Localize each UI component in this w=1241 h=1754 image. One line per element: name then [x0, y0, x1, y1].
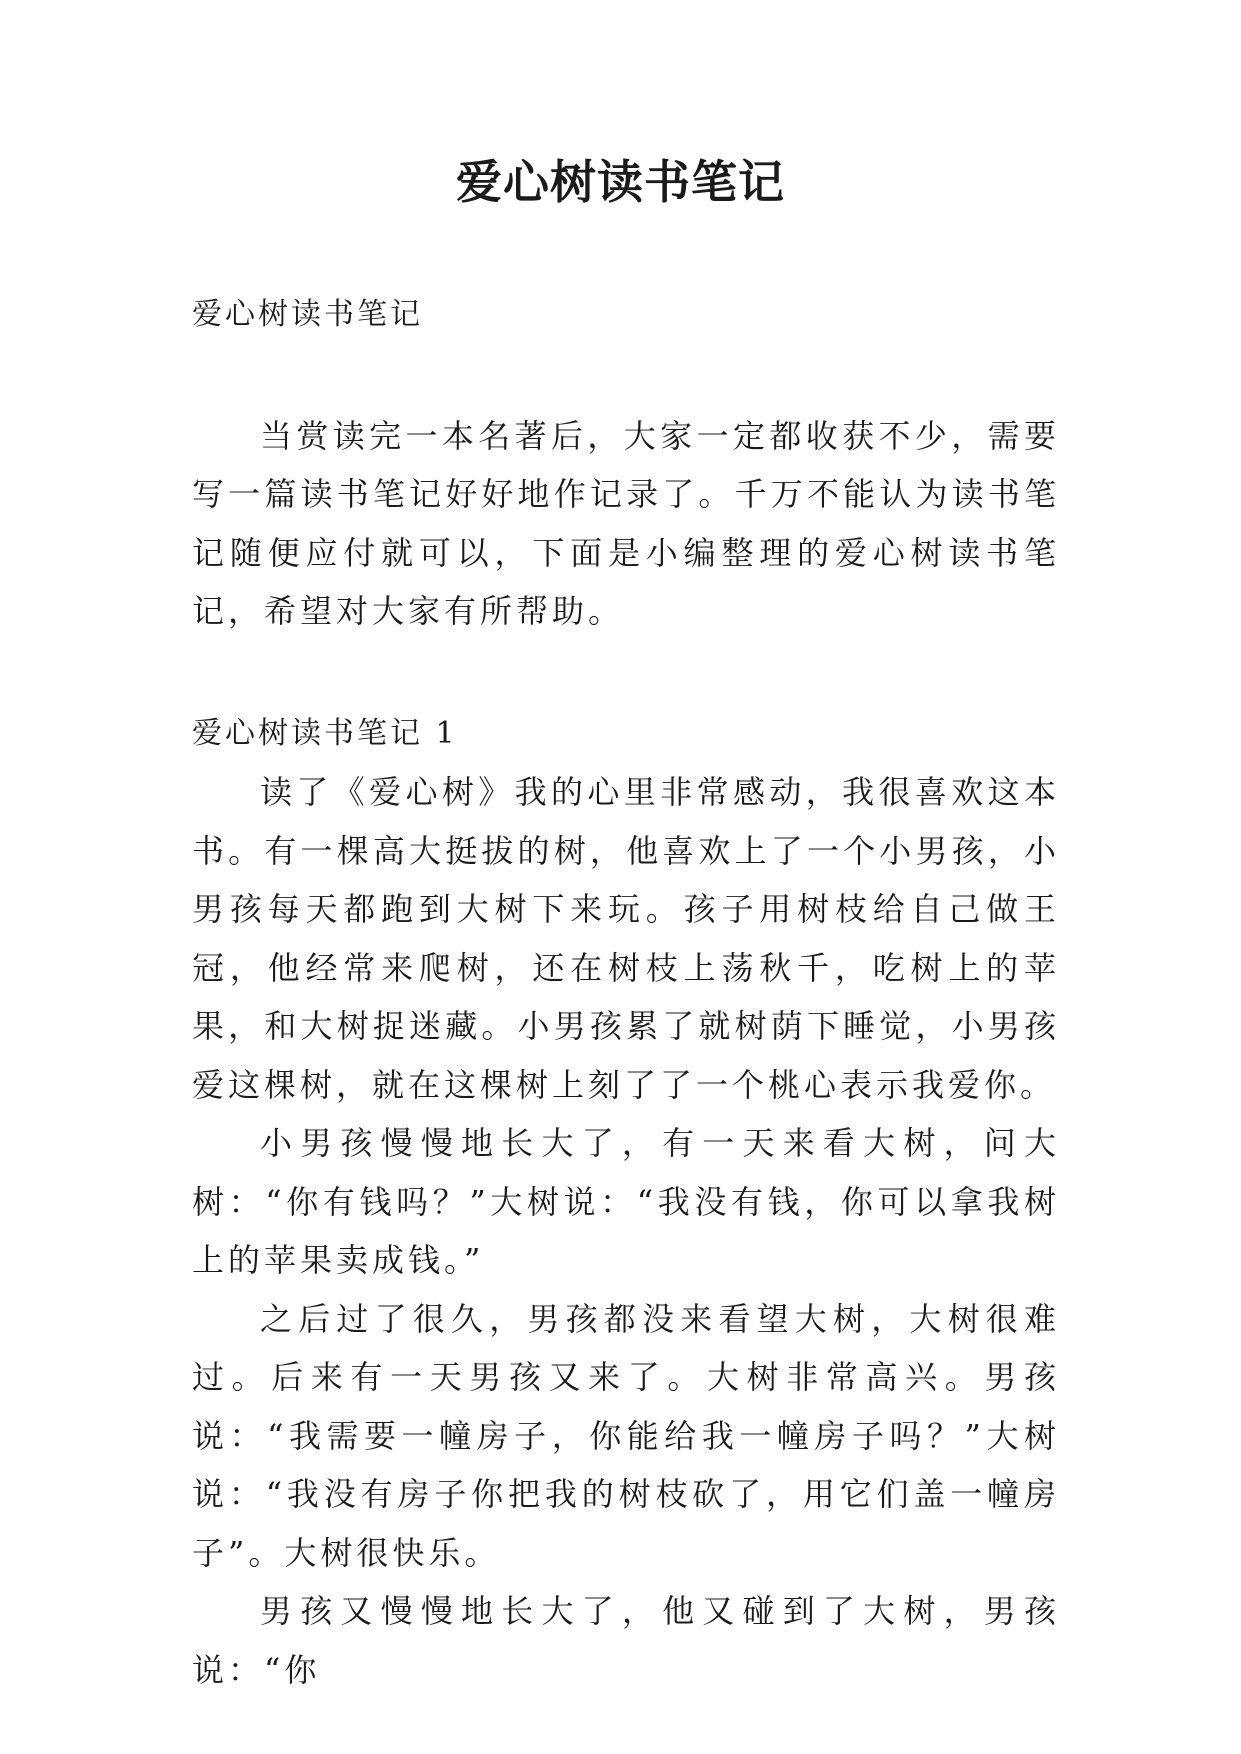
document-body	[192, 286, 1060, 1699]
body-paragraph: 之后过了很久，男孩都没来看望大树，大树很难过。后来有一天男孩又来了。大树非常高兴。男孩说：“我需要一幢房子，你能给我一幢房子吗？”大树说：“我没有房子你把我的树枝砍了，用它们盖一幢房子”。大树很快乐。	[192, 1299, 1060, 1572]
body-paragraph: 读了《爱心树》我的心里非常感动，我很喜欢这本书。有一棵高大挺拔的树，他喜欢上了一个小男孩，小男孩每天都跑到大树下来玩。孩子用树枝给自己做王冠，他经常来爬树，还在树枝上荡秋千，吃树上的苹果，和大树捉迷藏。小男孩累了就树荫下睡觉，小男孩爱这棵树，就在这棵树上刻了了一个桃心表示我爱你。	[192, 773, 1060, 1104]
body-paragraph: 男孩又慢慢地长大了，他又碰到了大树，男孩说：“你	[192, 1592, 1060, 1689]
intro-paragraph: 当赏读完一本名著后，大家一定都收获不少，需要写一篇读书笔记好好地作记录了。千万不能认为读书笔记随便应付就可以，下面是小编整理的爱心树读书笔记，希望对大家有所帮助。	[192, 416, 1060, 630]
section-heading: 爱心树读书笔记 1	[192, 715, 458, 751]
document-title: 爱心树读书笔记	[456, 155, 785, 209]
document-subtitle: 爱心树读书笔记	[192, 297, 423, 332]
spacer	[192, 345, 1060, 407]
spacer	[192, 641, 1060, 705]
body-paragraph: 小男孩慢慢地长大了，有一天来看大树，问大树：“你有钱吗？”大树说：“我没有钱，你可以拿我树上的苹果卖成钱。”	[192, 1124, 1060, 1279]
